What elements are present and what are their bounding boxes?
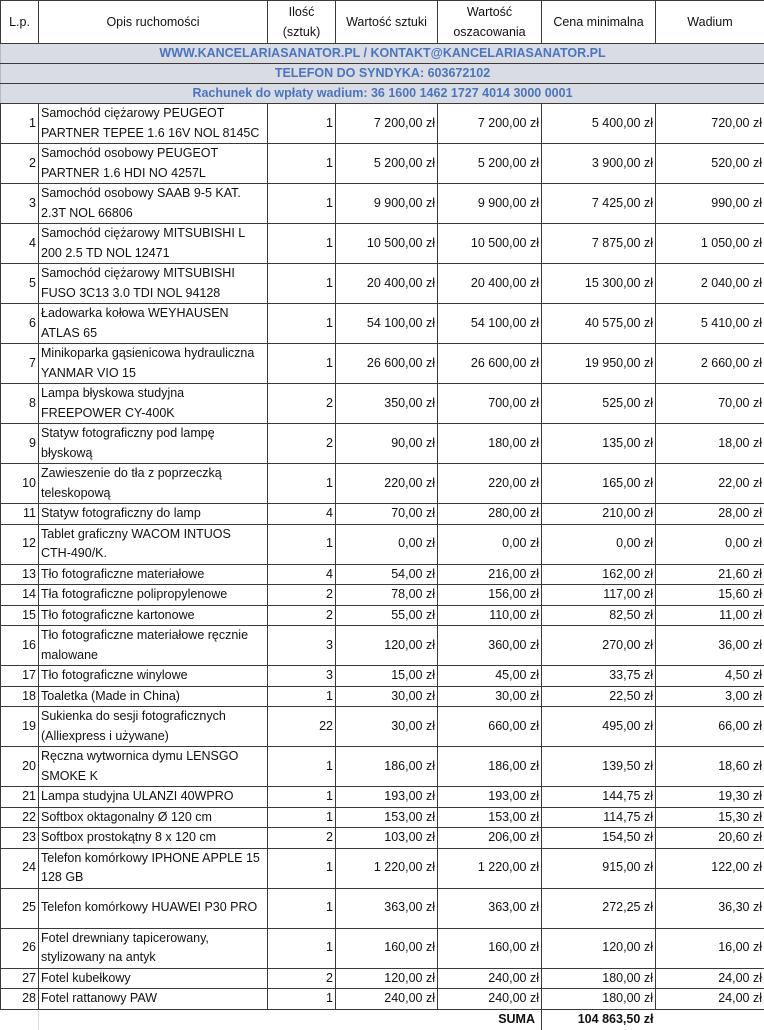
row-description: Tła fotograficzne polipropylenowe — [39, 585, 268, 606]
row-deposit: 66,00 zł — [656, 707, 764, 747]
row-estimated-value: 9 900,00 zł — [438, 184, 542, 224]
row-unit-value: 186,00 zł — [336, 747, 438, 787]
row-unit-value: 7 200,00 zł — [336, 104, 438, 144]
summary-label: SUMA — [438, 1009, 542, 1030]
row-lp: 16 — [1, 626, 39, 666]
table-row — [1, 264, 764, 304]
row-deposit: 3,00 zł — [656, 686, 764, 707]
row-estimated-value: 26 600,00 zł — [438, 344, 542, 384]
row-description: Ładowarka kołowa WEYHAUSEN ATLAS 65 — [39, 304, 268, 344]
row-minimum-price: 7 875,00 zł — [542, 224, 656, 264]
row-minimum-price: 15 300,00 zł — [542, 264, 656, 304]
row-estimated-value: 45,00 zł — [438, 666, 542, 687]
row-quantity: 1 — [268, 304, 336, 344]
row-unit-value: 90,00 zł — [336, 424, 438, 464]
row-minimum-price: 0,00 zł — [542, 524, 656, 564]
row-minimum-price: 162,00 zł — [542, 564, 656, 585]
row-quantity: 1 — [268, 104, 336, 144]
row-minimum-price: 180,00 zł — [542, 989, 656, 1010]
row-estimated-value: 1 220,00 zł — [438, 848, 542, 888]
row-unit-value: 78,00 zł — [336, 585, 438, 606]
row-description: Tło fotograficzne kartonowe — [39, 605, 268, 626]
row-description: Samochód osobowy PEUGEOT PARTNER 1.6 HDI NO 4257L — [39, 144, 268, 184]
row-quantity: 1 — [268, 686, 336, 707]
table-row — [1, 224, 764, 264]
banner-account: Rachunek do wpłaty wadium: 36 1600 1462 1727 4014 3000 0001 — [1, 84, 764, 104]
row-minimum-price: 22,50 zł — [542, 686, 656, 707]
row-deposit: 21,60 zł — [656, 564, 764, 585]
row-deposit: 2 660,00 zł — [656, 344, 764, 384]
row-quantity: 1 — [268, 747, 336, 787]
row-lp: 25 — [1, 888, 39, 928]
header-ilosc-line2: (sztuk) — [283, 25, 321, 39]
table-row — [1, 605, 764, 626]
row-deposit: 70,00 zł — [656, 384, 764, 424]
row-quantity: 2 — [268, 605, 336, 626]
table-row — [1, 828, 764, 849]
row-unit-value: 350,00 zł — [336, 384, 438, 424]
table-row — [1, 626, 764, 666]
row-unit-value: 30,00 zł — [336, 686, 438, 707]
header-wartosc-oszacowania — [438, 1, 542, 44]
row-description: Tablet graficzny WACOM INTUOS CTH-490/K. — [39, 524, 268, 564]
row-lp: 11 — [1, 504, 39, 525]
row-quantity: 1 — [268, 144, 336, 184]
table-row — [1, 707, 764, 747]
row-unit-value: 240,00 zł — [336, 989, 438, 1010]
row-estimated-value: 193,00 zł — [438, 787, 542, 808]
row-estimated-value: 5 200,00 zł — [438, 144, 542, 184]
row-quantity: 2 — [268, 968, 336, 989]
table-row — [1, 787, 764, 808]
row-estimated-value: 160,00 zł — [438, 928, 542, 968]
row-deposit: 5 410,00 zł — [656, 304, 764, 344]
row-lp: 2 — [1, 144, 39, 184]
table-row — [1, 666, 764, 687]
table-row — [1, 928, 764, 968]
header-wartosc-sztuki: Wartość sztuki — [336, 1, 438, 44]
row-lp: 13 — [1, 564, 39, 585]
row-lp: 8 — [1, 384, 39, 424]
row-unit-value: 9 900,00 zł — [336, 184, 438, 224]
summary-row — [1, 1009, 764, 1030]
summary-spacer — [39, 1009, 268, 1030]
row-minimum-price: 7 425,00 zł — [542, 184, 656, 224]
row-quantity: 2 — [268, 384, 336, 424]
row-lp: 10 — [1, 464, 39, 504]
row-unit-value: 103,00 zł — [336, 828, 438, 849]
summary-empty — [1, 1009, 39, 1030]
row-description: Samochód osobowy SAAB 9-5 KAT. 2.3T NOL 66806 — [39, 184, 268, 224]
table-row — [1, 144, 764, 184]
banner-website[interactable]: WWW.KANCELARIASANATOR.PL / KONTAKT@KANCELARIASANATOR.PL — [1, 44, 764, 64]
row-unit-value: 20 400,00 zł — [336, 264, 438, 304]
row-description: Fotel drewniany tapicerowany, stylizowany na antyk — [39, 928, 268, 968]
row-estimated-value: 20 400,00 zł — [438, 264, 542, 304]
header-ilosc-line1: Ilość — [289, 5, 315, 19]
table-row — [1, 424, 764, 464]
row-quantity: 3 — [268, 666, 336, 687]
row-lp: 12 — [1, 524, 39, 564]
row-minimum-price: 114,75 zł — [542, 807, 656, 828]
row-minimum-price: 154,50 zł — [542, 828, 656, 849]
row-deposit: 4,50 zł — [656, 666, 764, 687]
row-minimum-price: 135,00 zł — [542, 424, 656, 464]
row-estimated-value: 0,00 zł — [438, 524, 542, 564]
row-minimum-price: 139,50 zł — [542, 747, 656, 787]
row-estimated-value: 180,00 zł — [438, 424, 542, 464]
row-deposit: 28,00 zł — [656, 504, 764, 525]
row-minimum-price: 495,00 zł — [542, 707, 656, 747]
row-lp: 5 — [1, 264, 39, 304]
row-lp: 21 — [1, 787, 39, 808]
row-lp: 3 — [1, 184, 39, 224]
row-estimated-value: 240,00 zł — [438, 968, 542, 989]
row-estimated-value: 54 100,00 zł — [438, 304, 542, 344]
banner-account-row — [1, 84, 764, 104]
row-description: Lampa błyskowa studyjna FREEPOWER CY-400K — [39, 384, 268, 424]
row-unit-value: 70,00 zł — [336, 504, 438, 525]
row-unit-value: 220,00 zł — [336, 464, 438, 504]
row-estimated-value: 280,00 zł — [438, 504, 542, 525]
row-quantity: 1 — [268, 184, 336, 224]
row-quantity: 22 — [268, 707, 336, 747]
summary-total: 104 863,50 zł — [542, 1009, 656, 1030]
row-deposit: 16,00 zł — [656, 928, 764, 968]
row-estimated-value: 7 200,00 zł — [438, 104, 542, 144]
header-wartosc-osz-line2: oszacowania — [453, 25, 525, 39]
row-lp: 15 — [1, 605, 39, 626]
row-lp: 7 — [1, 344, 39, 384]
row-unit-value: 54 100,00 zł — [336, 304, 438, 344]
row-quantity: 1 — [268, 787, 336, 808]
table-row — [1, 585, 764, 606]
banner-website-row — [1, 44, 764, 64]
row-minimum-price: 82,50 zł — [542, 605, 656, 626]
row-description: Samochód ciężarowy MITSUBISHI FUSO 3C13 3.0 TDI NOL 94128 — [39, 264, 268, 304]
row-lp: 24 — [1, 848, 39, 888]
row-lp: 18 — [1, 686, 39, 707]
row-lp: 19 — [1, 707, 39, 747]
summary-spacer — [268, 1009, 336, 1030]
row-description: Ręczna wytwornica dymu LENSGO SMOKE K — [39, 747, 268, 787]
row-minimum-price: 270,00 zł — [542, 626, 656, 666]
row-quantity: 1 — [268, 989, 336, 1010]
row-lp: 28 — [1, 989, 39, 1010]
row-deposit: 18,00 zł — [656, 424, 764, 464]
table-row — [1, 989, 764, 1010]
row-quantity: 1 — [268, 928, 336, 968]
row-lp: 20 — [1, 747, 39, 787]
row-deposit: 122,00 zł — [656, 848, 764, 888]
row-description: Tło fotograficzne materiałowe ręcznie malowane — [39, 626, 268, 666]
row-deposit: 2 040,00 zł — [656, 264, 764, 304]
row-quantity: 1 — [268, 524, 336, 564]
row-estimated-value: 110,00 zł — [438, 605, 542, 626]
row-lp: 4 — [1, 224, 39, 264]
row-estimated-value: 156,00 zł — [438, 585, 542, 606]
table-row — [1, 686, 764, 707]
row-unit-value: 15,00 zł — [336, 666, 438, 687]
row-deposit: 19,30 zł — [656, 787, 764, 808]
row-quantity: 1 — [268, 464, 336, 504]
row-quantity: 1 — [268, 224, 336, 264]
banner-phone: TELEFON DO SYNDYKA: 603672102 — [1, 64, 764, 84]
row-unit-value: 153,00 zł — [336, 807, 438, 828]
row-estimated-value: 363,00 zł — [438, 888, 542, 928]
table-row — [1, 504, 764, 525]
row-description: Toaletka (Made in China) — [39, 686, 268, 707]
row-lp: 9 — [1, 424, 39, 464]
table-row — [1, 304, 764, 344]
table-row — [1, 848, 764, 888]
row-deposit: 1 050,00 zł — [656, 224, 764, 264]
row-minimum-price: 525,00 zł — [542, 384, 656, 424]
row-minimum-price: 3 900,00 zł — [542, 144, 656, 184]
row-description: Softbox oktagonalny Ø 120 cm — [39, 807, 268, 828]
table-row — [1, 564, 764, 585]
table-row — [1, 464, 764, 504]
row-estimated-value: 700,00 zł — [438, 384, 542, 424]
row-quantity: 4 — [268, 564, 336, 585]
summary-spacer — [336, 1009, 438, 1030]
row-quantity: 1 — [268, 264, 336, 304]
row-lp: 26 — [1, 928, 39, 968]
row-estimated-value: 360,00 zł — [438, 626, 542, 666]
row-minimum-price: 180,00 zł — [542, 968, 656, 989]
row-unit-value: 160,00 zł — [336, 928, 438, 968]
row-deposit: 520,00 zł — [656, 144, 764, 184]
row-description: Samochód ciężarowy PEUGEOT PARTNER TEPEE 1.6 16V NOL 8145C — [39, 104, 268, 144]
row-description: Statyw fotograficzny pod lampę błyskową — [39, 424, 268, 464]
row-minimum-price: 165,00 zł — [542, 464, 656, 504]
row-estimated-value: 186,00 zł — [438, 747, 542, 787]
table-row — [1, 344, 764, 384]
row-unit-value: 10 500,00 zł — [336, 224, 438, 264]
row-description: Softbox prostokątny 8 x 120 cm — [39, 828, 268, 849]
row-unit-value: 120,00 zł — [336, 968, 438, 989]
row-estimated-value: 30,00 zł — [438, 686, 542, 707]
banner-phone-row — [1, 64, 764, 84]
row-deposit: 20,60 zł — [656, 828, 764, 849]
row-unit-value: 1 220,00 zł — [336, 848, 438, 888]
row-unit-value: 5 200,00 zł — [336, 144, 438, 184]
row-minimum-price: 144,75 zł — [542, 787, 656, 808]
row-description: Sukienka do sesji fotograficznych (Alliexpress i używane) — [39, 707, 268, 747]
row-deposit: 18,60 zł — [656, 747, 764, 787]
row-unit-value: 55,00 zł — [336, 605, 438, 626]
row-deposit: 24,00 zł — [656, 989, 764, 1010]
row-lp: 6 — [1, 304, 39, 344]
row-unit-value: 120,00 zł — [336, 626, 438, 666]
header-row — [1, 1, 764, 44]
row-description: Telefon komórkowy HUAWEI P30 PRO — [39, 888, 268, 928]
row-minimum-price: 120,00 zł — [542, 928, 656, 968]
table-row — [1, 104, 764, 144]
row-minimum-price: 210,00 zł — [542, 504, 656, 525]
row-minimum-price: 33,75 zł — [542, 666, 656, 687]
row-quantity: 3 — [268, 626, 336, 666]
table-row — [1, 968, 764, 989]
header-wadium: Wadium — [656, 1, 764, 44]
row-description: Statyw fotograficzny do lamp — [39, 504, 268, 525]
row-lp: 22 — [1, 807, 39, 828]
row-minimum-price: 117,00 zł — [542, 585, 656, 606]
row-estimated-value: 206,00 zł — [438, 828, 542, 849]
row-deposit: 990,00 zł — [656, 184, 764, 224]
row-deposit: 24,00 zł — [656, 968, 764, 989]
row-estimated-value: 660,00 zł — [438, 707, 542, 747]
summary-spacer — [656, 1009, 764, 1030]
row-quantity: 1 — [268, 344, 336, 384]
row-deposit: 0,00 zł — [656, 524, 764, 564]
row-minimum-price: 40 575,00 zł — [542, 304, 656, 344]
row-minimum-price: 272,25 zł — [542, 888, 656, 928]
row-lp: 1 — [1, 104, 39, 144]
table-row — [1, 524, 764, 564]
header-ilosc — [268, 1, 336, 44]
row-quantity: 1 — [268, 807, 336, 828]
header-wartosc-osz-line1: Wartość — [467, 5, 512, 19]
row-estimated-value: 240,00 zł — [438, 989, 542, 1010]
row-description: Lampa studyjna ULANZI 40WPRO — [39, 787, 268, 808]
row-deposit: 36,00 zł — [656, 626, 764, 666]
row-lp: 23 — [1, 828, 39, 849]
row-description: Tło fotograficzne winylowe — [39, 666, 268, 687]
row-quantity: 1 — [268, 848, 336, 888]
row-unit-value: 363,00 zł — [336, 888, 438, 928]
row-quantity: 2 — [268, 424, 336, 464]
row-unit-value: 54,00 zł — [336, 564, 438, 585]
row-deposit: 36,30 zł — [656, 888, 764, 928]
row-minimum-price: 5 400,00 zł — [542, 104, 656, 144]
row-quantity: 1 — [268, 888, 336, 928]
row-description: Minikoparka gąsienicowa hydrauliczna YANMAR VIO 15 — [39, 344, 268, 384]
row-unit-value: 193,00 zł — [336, 787, 438, 808]
row-description: Zawieszenie do tła z poprzeczką teleskopową — [39, 464, 268, 504]
header-lp: L.p. — [1, 1, 39, 44]
row-estimated-value: 10 500,00 zł — [438, 224, 542, 264]
table-row — [1, 184, 764, 224]
row-quantity: 2 — [268, 585, 336, 606]
row-unit-value: 30,00 zł — [336, 707, 438, 747]
row-deposit: 15,60 zł — [656, 585, 764, 606]
row-estimated-value: 216,00 zł — [438, 564, 542, 585]
row-deposit: 720,00 zł — [656, 104, 764, 144]
row-quantity: 2 — [268, 828, 336, 849]
row-minimum-price: 915,00 zł — [542, 848, 656, 888]
table-row — [1, 888, 764, 928]
header-opis: Opis ruchomości — [39, 1, 268, 44]
row-description: Fotel kubełkowy — [39, 968, 268, 989]
row-unit-value: 0,00 zł — [336, 524, 438, 564]
row-unit-value: 26 600,00 zł — [336, 344, 438, 384]
table-row — [1, 807, 764, 828]
row-minimum-price: 19 950,00 zł — [542, 344, 656, 384]
row-deposit: 11,00 zł — [656, 605, 764, 626]
row-deposit: 15,30 zł — [656, 807, 764, 828]
row-quantity: 4 — [268, 504, 336, 525]
table-row — [1, 747, 764, 787]
row-estimated-value: 153,00 zł — [438, 807, 542, 828]
row-estimated-value: 220,00 zł — [438, 464, 542, 504]
header-cena-minimalna: Cena minimalna — [542, 1, 656, 44]
row-lp: 14 — [1, 585, 39, 606]
table-row — [1, 384, 764, 424]
row-description: Telefon komórkowy IPHONE APPLE 15 128 GB — [39, 848, 268, 888]
row-description: Fotel rattanowy PAW — [39, 989, 268, 1010]
row-description: Samochód ciężarowy MITSUBISHI L 200 2.5 TD NOL 12471 — [39, 224, 268, 264]
row-description: Tło fotograficzne materiałowe — [39, 564, 268, 585]
row-lp: 17 — [1, 666, 39, 687]
row-deposit: 22,00 zł — [656, 464, 764, 504]
row-lp: 27 — [1, 968, 39, 989]
